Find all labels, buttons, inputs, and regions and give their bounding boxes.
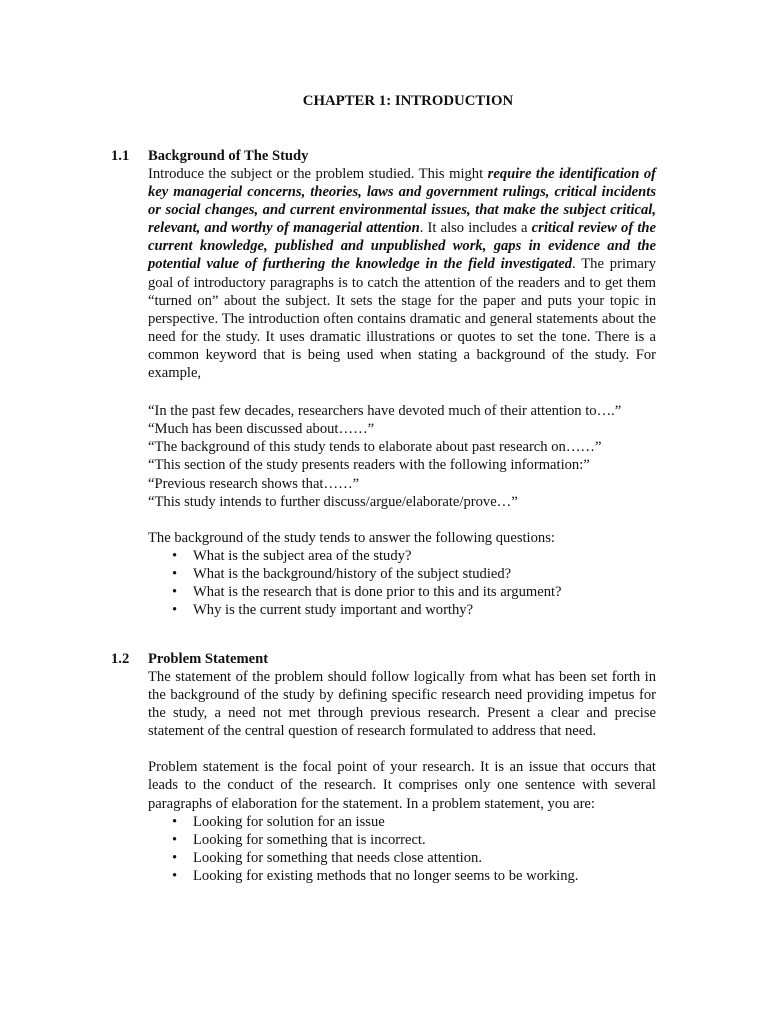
quote-line: “Previous research shows that……” [148, 475, 360, 492]
text-run: . The primary goal of introductory paragraphs is to catch the attention of the readers and to get them “turned on” about the subject. It sets the stage for the paper and puts your topic in perspective. The introduction often contains dramatic and general statements about the need for the study. It uses dramatic illustrations or quotes to set the tone. There is a common keyword that is being used when stating a background of the study. For example, [148, 256, 656, 382]
quote-line: “In the past few decades, researchers have devoted much of their attention to….” [148, 403, 622, 420]
section-heading [111, 650, 656, 668]
problem-paragraph: The statement of the problem should follow logically from what has been set forth in the background of the study by defining specific research need providing impetus for the study, a need not met through previous research. Present a clear and precise statement of the central question of research formulated to address that need. [148, 669, 656, 740]
example-quotes [148, 402, 656, 511]
list-item-text: What is the subject area of the study? [193, 547, 412, 564]
list-item-text: What is the background/history of the subject studied? [193, 565, 512, 582]
list-item-text: Looking for something that is incorrect. [193, 831, 426, 848]
bullet-icon: • [172, 831, 178, 848]
bullet-icon: • [172, 602, 178, 619]
list-item [148, 601, 656, 619]
list-item-text: Looking for existing methods that no longer seems to be working. [193, 867, 579, 884]
bullet-icon: • [172, 813, 178, 830]
text-run: . It also includes a [419, 220, 532, 237]
section-number: 1.2 [111, 651, 130, 667]
list-item [148, 547, 656, 565]
list-item-text: Why is the current study important and worthy? [193, 602, 474, 619]
text-run: Introduce the subject or the problem studied. This might [148, 166, 488, 182]
list-item [148, 831, 656, 849]
background-paragraph [148, 165, 656, 382]
section-heading [111, 147, 656, 165]
quote-line: “The background of this study tends to elaborate about past research on……” [148, 439, 602, 456]
section-background [111, 147, 656, 619]
bullet-icon: • [172, 849, 178, 866]
section-title: Problem Statement [148, 651, 269, 667]
list-item-text: What is the research that is done prior to this and its argument? [193, 583, 562, 600]
emphasis-run: critical review of the current knowledge, published and unpublished work, gaps in evidence and the potential value of furthering the knowledge in the field investigated [148, 220, 656, 273]
bullet-icon: • [172, 565, 178, 582]
list-item [148, 867, 656, 885]
quote-line: “This study intends to further discuss/argue/elaborate/prove…” [148, 493, 518, 510]
emphasis-run: require the identification of key managerial concerns, theories, laws and government rulings, critical incidents or social changes, and current environmental issues, that make the subject critical, relevant, and worthy of managerial attention [148, 166, 656, 237]
section-problem-statement [111, 650, 656, 885]
list-item-text: Looking for something that needs close attention. [193, 849, 482, 866]
quote-line: “Much has been discussed about……” [148, 421, 375, 438]
list-item [148, 565, 656, 583]
list-item [148, 813, 656, 831]
list-item [148, 849, 656, 867]
chapter-title: CHAPTER 1: INTRODUCTION [302, 93, 514, 109]
quote-line: “This section of the study presents readers with the following information:” [148, 457, 590, 474]
bullet-icon: • [172, 547, 178, 564]
section-number: 1.1 [111, 148, 130, 164]
problem-paragraph: Problem statement is the focal point of your research. It is an issue that occurs that leads to the conduct of the research. It comprises only one sentence with several paragraphs of elaboration for the statement. In a problem statement, you are: [148, 759, 656, 812]
list-item [148, 583, 656, 601]
bullet-icon: • [172, 867, 178, 884]
questions-intro: The background of the study tends to answer the following questions: [148, 529, 555, 546]
section-title: Background of The Study [148, 148, 309, 164]
bullet-icon: • [172, 583, 178, 600]
problem-list [148, 813, 656, 885]
questions-list [148, 547, 656, 619]
list-item-text: Looking for solution for an issue [193, 813, 385, 830]
